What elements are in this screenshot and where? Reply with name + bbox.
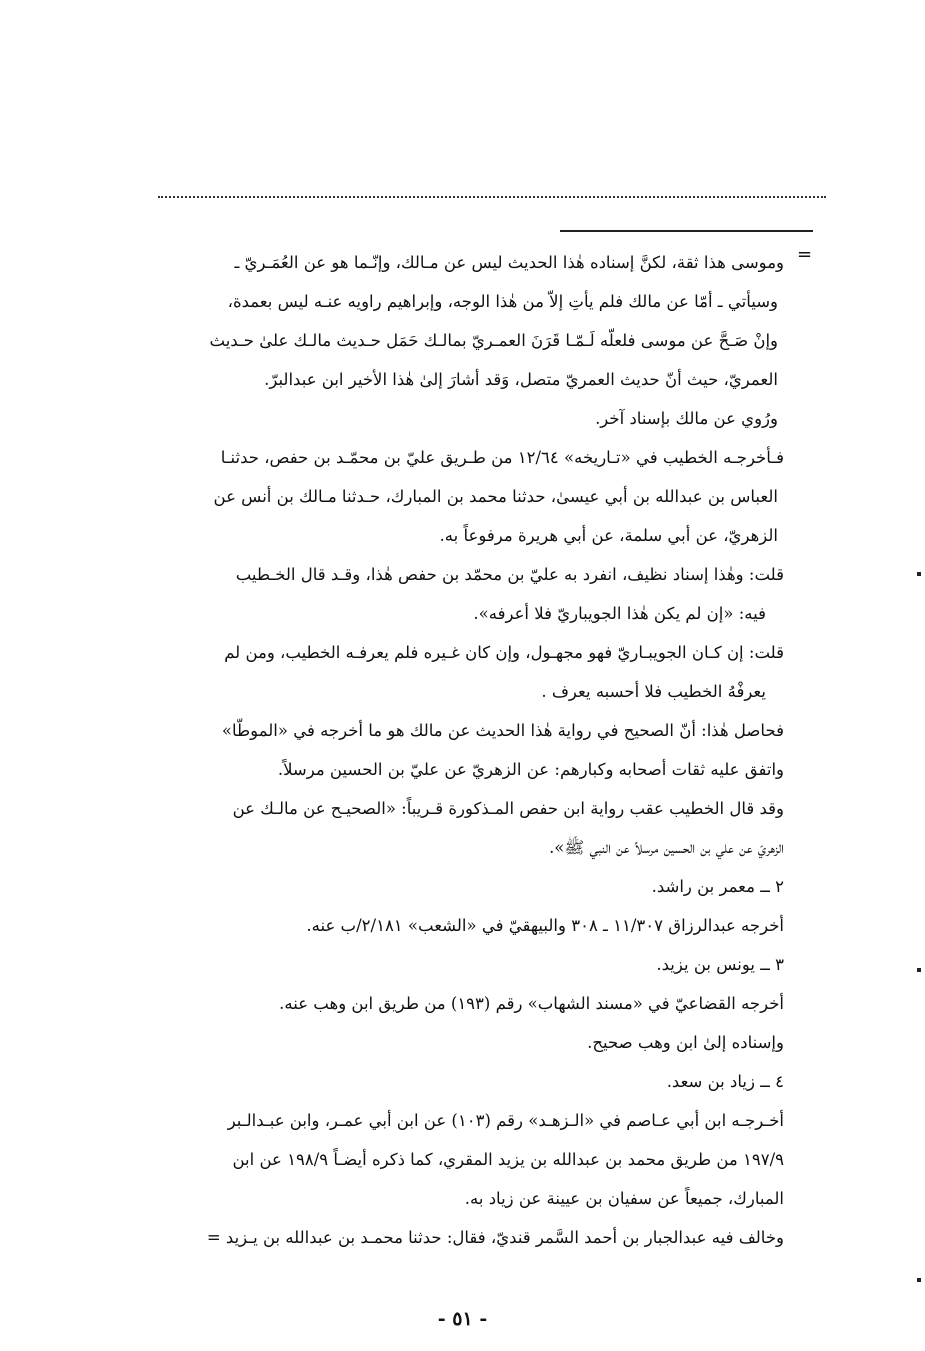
footnote-line: وسيأتي ـ أمّا عن مالك فلم يأتِ إلاّ من هٰذا الوجه، وإبراهيم راويه عنـه ليس بعمدة، <box>227 292 778 311</box>
footnote-line: ٣ ــ يونس بن يزيد. <box>656 955 784 974</box>
footnote-line: ٤ ــ زياد بن سعد. <box>666 1072 784 1091</box>
footnote-line: قلت: إن كـان الجويبـاريّ فهو مجهـول، وإن كان غـيره فلم يعرفـه الخطيب، ومن لم <box>224 643 784 662</box>
footnote-body <box>150 243 784 1257</box>
footnote-line: وقد قال الخطيب عقب رواية ابن حفص المـذكورة قـريباً: «الصحيـح عن مالـك عن <box>232 799 784 818</box>
footnote-line: يعرفْهُ الخطيب فلا أحسبه يعرف . <box>541 682 766 701</box>
footnote-line: قلت: وهٰذا إسناد نظيف، انفرد به عليّ بن محمّد بن حفص هٰذا، وقـد قال الخـطيب <box>235 565 784 584</box>
footnote-line: فيه: «إن لم يكن هٰذا الجويباريّ فلا أعرفه». <box>473 604 766 623</box>
footnote-line: فحاصل هٰذا: أنّ الصحيح في رواية هٰذا الحديث عن مالك هو ما أخرجه في «الموطّا» <box>221 721 784 740</box>
scan-edge-mark <box>917 1278 921 1282</box>
footnote-line: ورُوي عن مالك بإسناد آخر. <box>595 409 778 428</box>
page-number: - ٥١ - <box>437 1308 488 1330</box>
footnote-line: ١٩٧/٩ من طريق محمد بن عبدالله بن يزيد المقري، كما ذكره أيضـاً ١٩٨/٩ عن ابن <box>232 1150 784 1169</box>
footnote-line: الزهريّ، عن أبي سلمة، عن أبي هريرة مرفوعاً به. <box>439 526 778 545</box>
scan-edge-mark <box>917 968 921 972</box>
footnote-line: وإنْ صَـحَّ عن موسى فلعلّه لَـمّـا قَرَنَ العمـريّ بمالـك حَمَل حـديث مالـك علىٰ حـديث <box>209 331 778 350</box>
footnote-line: العباس بن عبدالله بن أبي عيسىٰ، حدثنا محمد بن المبارك، حـدثنا مـالك بن أنس عن <box>213 487 778 506</box>
footnote-line: ٢ ــ معمر بن راشد. <box>651 877 784 896</box>
footnote-line: الزهريّ عن علي بن الحسين مرسلاً عن النبي ﷺ». <box>549 838 784 857</box>
footnote-line: فـأخرجـه الخطيب في «تـاريخه» ١٢/٦٤ من طـريق عليّ بن محمّـد بن حفص، حدثنـا <box>220 448 784 467</box>
footnote-line: وخالف فيه عبدالجبار بن أحمد السَّمر قنديّ، فقال: حدثنا محمـد بن عبدالله بن يـزيد = <box>206 1228 784 1247</box>
footnote-line: أخـرجـه ابن أبي عـاصم في «الـزهـد» رقم (١٠٣) عن ابن أبي عمـر، وابن عبـدالـبر <box>227 1111 784 1130</box>
footnote-line: العمريّ، حيث أنّ حديث العمريّ متصل، وَقد أشارَ إلىٰ هٰذا الأخير ابن عبدالبرّ. <box>264 370 778 389</box>
footnote-line: المبارك، جميعاً عن سفيان بن عيينة عن زياد به. <box>464 1189 784 1208</box>
footnote-rule <box>560 230 813 232</box>
footnote-continuation-marker: = <box>797 244 813 265</box>
footnote-line: وموسى هذا ثقة، لكنَّ إسناده هٰذا الحديث ليس عن مـالك، وإنّـما هو عن العُمَـريّ ـ <box>234 253 784 272</box>
footnote-line: أخرجه القضاعيّ في «مسند الشهاب» رقم (١٩٣) من طريق ابن وهب عنه. <box>279 994 784 1013</box>
header-dotted-separator <box>158 196 826 198</box>
footnote-line: أخرجه عبدالرزاق ١١/٣٠٧ ـ ٣٠٨ والبيهقيّ في «الشعب» ٢/١٨١/ب عنه. <box>306 916 784 935</box>
scan-edge-mark <box>917 572 921 576</box>
footnote-line: واتفق عليه ثقات أصحابه وكبارهم: عن الزهريّ عن عليّ بن الحسين مرسلاً. <box>277 760 784 779</box>
footnote-line: وإسناده إلىٰ ابن وهب صحيح. <box>587 1033 784 1052</box>
